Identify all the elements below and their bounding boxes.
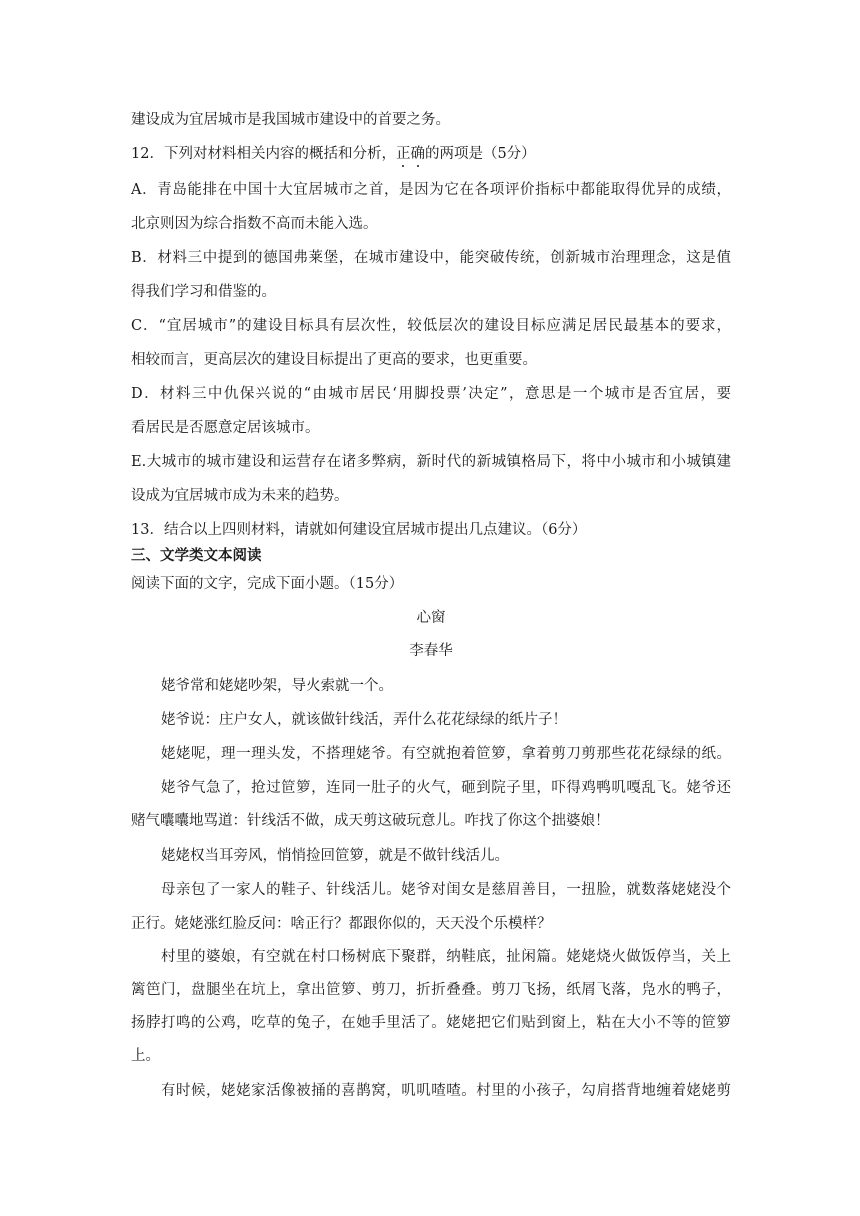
option-a-line-1: A．青岛能排在中国十大宜居城市之首，是因为它在各项评价指标中都能取得优异的成绩， (131, 182, 731, 198)
story-title: 心窗 (416, 610, 446, 626)
paragraph-line: 正行。姥姥涨红脸反问：啥正行？都跟你似的，天天没个乐模样？ (131, 916, 552, 932)
option-b-line-2: 得我们学习和借鉴的。 (131, 284, 276, 300)
option-c-line-1: C．“宜居城市”的建设目标具有层次性，较低层次的建设目标应满足居民最基本的要求， (131, 318, 731, 334)
story-author: 李春华 (409, 643, 453, 659)
paragraph: 有时候，姥姥家活像被捅的喜鹊窝，叽叽喳喳。村里的小孩子，勾肩搭背地缠着姥姥剪 (161, 1083, 731, 1099)
q12-prefix: 12．下列对材料相关内容的概括和分析， (131, 146, 396, 162)
option-c-line-2: 相较而言，更高层次的建设目标提出了更高的要求，也更重要。 (131, 352, 537, 368)
paragraph: 姥姥呢，理一理头发，不搭理姥爷。有空就抱着笸箩，拿着剪刀剪那些花花绿绿的纸。 (161, 746, 731, 762)
paragraph: 姥爷常和姥姥吵架，导火索就一个。 (161, 678, 393, 694)
paragraph-line: 上。 (131, 1048, 160, 1064)
emphasis-char: 正 (395, 146, 411, 162)
option-e-line-2: 设成为宜居城市成为未来的趋势。 (131, 488, 349, 504)
paragraph-line: 姥爷气急了，抢过笸箩，连同一肚子的火气，砸到院子里，吓得鸡鸭叽嘎乱飞。姥爷还 (161, 780, 731, 796)
question-12 (131, 144, 731, 164)
emphasis-char: 确 (410, 146, 425, 162)
paragraph-line: 村里的婆娘，有空就在村口杨树底下聚群，纳鞋底，扯闲篇。姥姥烧火做饭停当，关上 (161, 949, 731, 965)
question-13: 13．结合以上四则材料，请就如何建设宜居城市提出几点建议。（6分） (131, 522, 587, 538)
option-b-line-1: B．材料三中提到的德国弗莱堡，在城市建设中，能突破传统，创新城市治理理念，这是值 (131, 250, 731, 266)
q12-suffix: 的两项是（5分） (424, 146, 536, 162)
option-e-line-1: E.大城市的城市建设和运营存在诸多弊病，新时代的新城镇格局下，将中小城市和小城镇建 (131, 454, 731, 470)
paragraph: 姥姥权当耳旁风，悄悄捡回笸箩，就是不做针线活儿。 (161, 848, 509, 864)
paragraph-line: 篱笆门，盘腿坐在坑上，拿出笸箩、剪刀，折折叠叠。剪刀飞扬，纸屑飞落，凫水的鸭子， (131, 982, 731, 998)
paragraph-line: 母亲包了一家人的鞋子、针线活儿。姥爷对闺女是慈眉善目，一扭脸，就数落姥姥没个 (161, 882, 731, 898)
paragraph-line: 扬脖打鸣的公鸡，吃草的兔子，在她手里活了。姥姥把它们贴到窗上，粘在大小不等的笸箩 (131, 1015, 731, 1031)
instruction: 阅读下面的文字，完成下面小题。（15分） (131, 576, 404, 592)
paragraph-line: 赌气囔囔地骂道：针线活不做，成天剪这破玩意儿。咋找了你这个拙婆娘！ (131, 813, 610, 829)
option-a-line-2: 北京则因为综合指数不高而未能入选。 (131, 216, 378, 232)
paragraph: 姥爷说：庄户女人，就该做针线活，弄什么花花绿绿的纸片子！ (161, 712, 567, 728)
option-d-line-1: D．材料三中仇保兴说的“由城市居民‘用脚投票’决定”，意思是一个城市是否宜居，要 (131, 386, 731, 402)
section-heading: 三、文学类文本阅读 (131, 548, 262, 564)
option-d-line-2: 看居民是否愿意定居该城市。 (131, 420, 320, 436)
text-line: 建设成为宜居城市是我国城市建设中的首要之务。 (131, 112, 450, 128)
